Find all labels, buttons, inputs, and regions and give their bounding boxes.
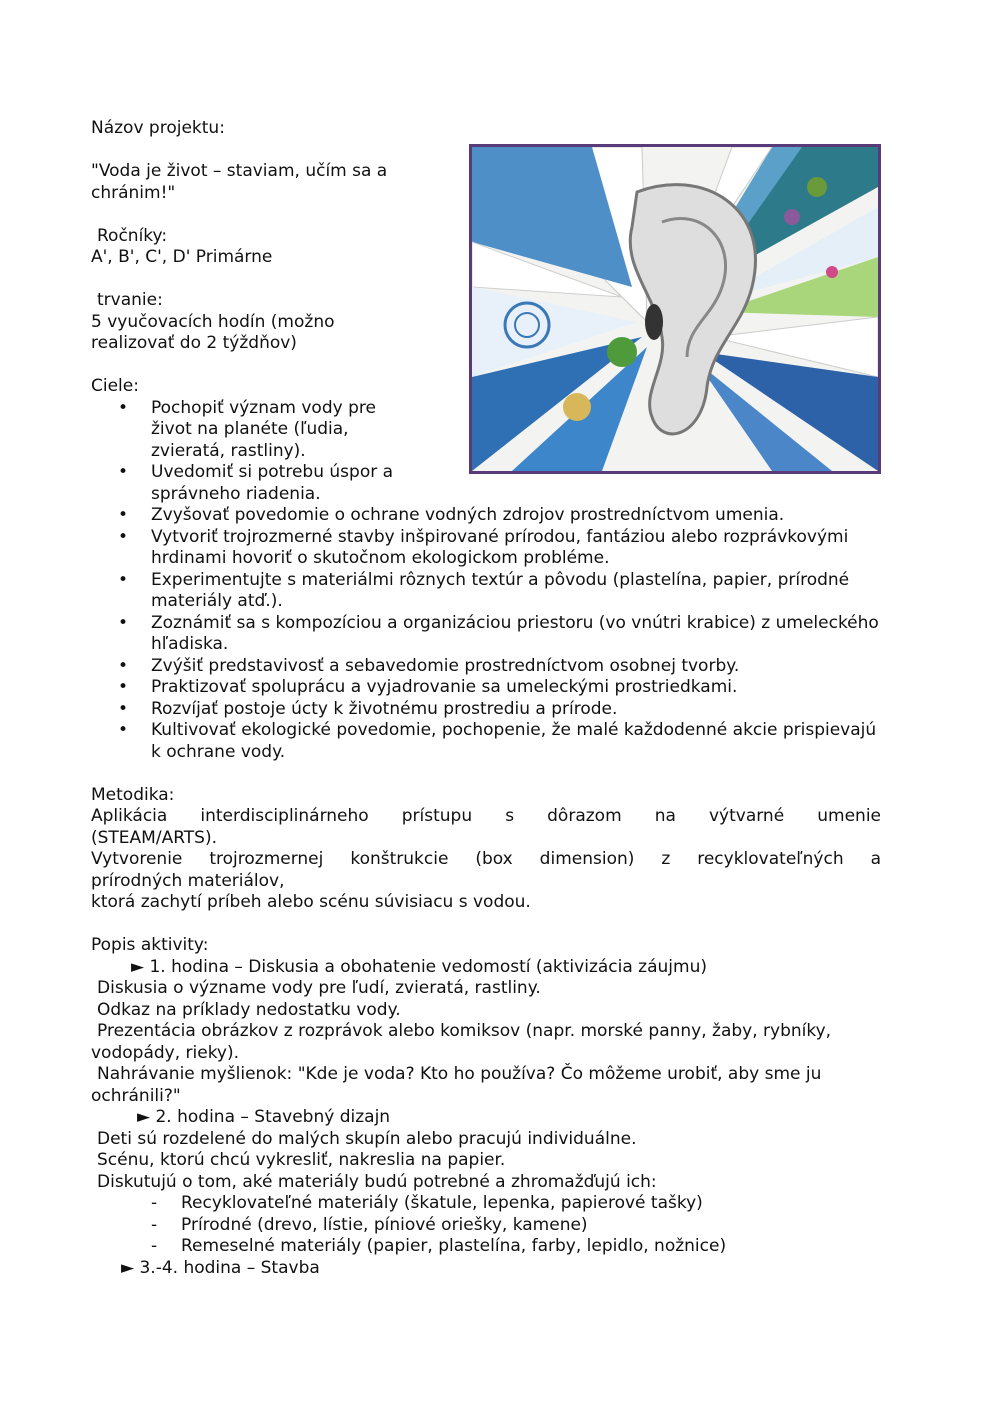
grades-value: A', B', C', D' Primárne <box>91 247 273 267</box>
hour2-line: Scénu, ktorú chcú vykresliť, nakreslia na papier. <box>97 1150 506 1170</box>
goal-item: • Zoznámiť sa s kompozíciou a organizáciou priestoru (vo vnútri krabice) z umeleckého hľadiska. <box>91 613 881 656</box>
goal-item: • Vytvoriť trojrozmerné stavby inšpirované prírodou, fantáziou alebo rozprávkovými hrdinami hovoriť o skutočnom ekologickom probléme. <box>91 527 881 570</box>
project-name: "Voda je život – staviam, učím sa a chránim!" <box>91 161 388 203</box>
hour2-line: Diskutujú o tom, aké materiály budú potrebné a zhromažďujú ich: <box>97 1171 657 1192</box>
method-paragraph-1: Aplikácia interdisciplinárneho prístupu s dôrazom na výtvarné umenie <box>91 806 881 826</box>
grades-label: Ročníky: <box>97 225 168 246</box>
goal-item: • Experimentujte s materiálmi rôznych textúr a pôvodu (plastelína, papier, prírodné materiály atď.). <box>91 570 881 613</box>
hour2-line: Deti sú rozdelené do malých skupín alebo pracujú individuálne. <box>97 1128 637 1149</box>
project-title-label: Názov projektu: <box>91 118 225 138</box>
material-item: - Remeselné materiály (papier, plastelína, farby, lepidlo, nožnice) <box>91 1236 881 1258</box>
goal-item: • Kultivovať ekologické povedomie, pochopenie, že malé každodenné akcie prispievajú k ochrane vody. <box>91 720 881 763</box>
hour1-line: Prezentácia obrázkov z rozprávok alebo komiksov (napr. morské panny, žaby, rybníky, vodopády, rieky). <box>91 1021 832 1063</box>
goal-item: • Zvyšovať povedomie o ochrane vodných zdrojov prostredníctvom umenia. <box>91 505 881 527</box>
method-paragraph-1b: (STEAM/ARTS). <box>91 827 217 848</box>
goal-item: • Rozvíjať postoje úcty k životnému prostrediu a prírode. <box>91 699 881 721</box>
material-item: - Recyklovateľné materiály (škatule, lepenka, papierové tašky) <box>91 1193 881 1215</box>
materials-list <box>91 1193 881 1258</box>
goal-item: • Praktizovať spoluprácu a vyjadrovanie sa umeleckými prostriedkami. <box>91 677 881 699</box>
material-item: - Prírodné (drevo, lístie, píniové oriešky, kamene) <box>91 1215 881 1237</box>
goals-list <box>91 398 881 764</box>
method-label: Metodika: <box>91 784 175 805</box>
goal-item: • Uvedomiť si potrebu úspor a správneho riadenia. <box>91 462 421 505</box>
goals-label: Ciele: <box>91 376 139 396</box>
hour1-line: Nahrávanie myšlienok: "Kde je voda? Kto ho používa? Čo môžeme urobiť, aby sme ju ochránili?" <box>91 1064 822 1106</box>
activity-label: Popis aktivity: <box>91 935 209 955</box>
duration-label: trvanie: <box>97 290 163 310</box>
duration-value: 5 vyučovacích hodín (možno realizovať do 2 týždňov) <box>91 311 335 353</box>
hour2-title: ► 2. hodina – Stavebný dizajn <box>137 1107 391 1127</box>
document-body <box>91 118 881 1279</box>
method-paragraph-2: Vytvorenie trojrozmernej konštrukcie (box dimension) z recyklovateľných a <box>91 849 881 869</box>
method-paragraph-3: ktorá zachytí príbeh alebo scénu súvisiacu s vodou. <box>91 892 531 912</box>
hour34-title: ► 3.-4. hodina – Stavba <box>121 1257 320 1278</box>
goal-item: • Pochopiť význam vody pre život na planéte (ľudia, zvieratá, rastliny). <box>91 398 391 463</box>
goal-item: • Zvýšiť predstavivosť a sebavedomie prostredníctvom osobnej tvorby. <box>91 656 881 678</box>
hour1-title: ► 1. hodina – Diskusia a obohatenie vedomostí (aktivizácia záujmu) <box>131 956 707 977</box>
hour1-line: Diskusia o význame vody pre ľudí, zvieratá, rastliny. <box>97 978 541 998</box>
method-paragraph-2b: prírodných materiálov, <box>91 870 285 891</box>
hour1-line: Odkaz na príklady nedostatku vody. <box>97 999 401 1020</box>
